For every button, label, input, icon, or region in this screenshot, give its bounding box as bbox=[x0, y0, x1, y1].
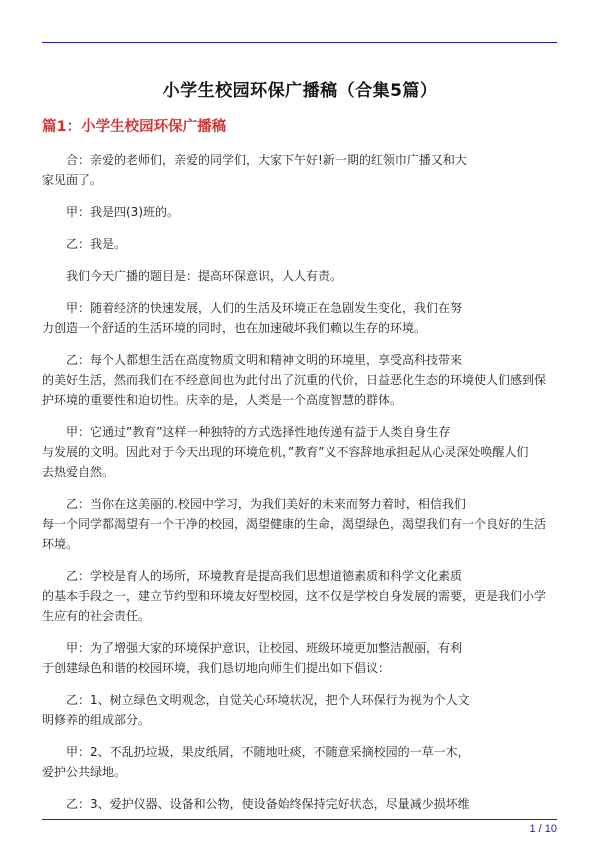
paragraph-line: 甲：它通过”教育”这样一种独特的方式选择性地传递有益于人类自身生存 bbox=[66, 425, 451, 439]
paragraph-line: 与发展的文明。因此对于今天出现的环境危机，”教育”义不容辞地承担起从心灵深处唤醒人们 bbox=[42, 445, 529, 459]
paragraph-line: 合：亲爱的老师们，亲爱的同学们，大家下午好!新一期的红领巾广播又和大 bbox=[66, 153, 467, 167]
body-paragraph bbox=[42, 566, 562, 626]
body-paragraph bbox=[42, 350, 562, 410]
paragraph-line: 明修养的组成部分。 bbox=[42, 713, 151, 727]
body-paragraph bbox=[42, 422, 562, 482]
paragraph-line: 我们今天广播的题目是：提高环保意识，人人有责。 bbox=[66, 269, 343, 283]
paragraph-line: 护环境的重要性和迫切性。庆幸的是，人类是一个高度智慧的群体。 bbox=[42, 393, 403, 407]
document-title: 小学生校园环保广播稿（合集5篇） bbox=[162, 81, 438, 101]
body-paragraph bbox=[42, 202, 562, 222]
paragraph-line: 每一个同学都渴望有一个干净的校园，渴望健康的生命，渴望绿色，渴望我们有一个良好的生活 bbox=[42, 517, 547, 531]
paragraph-line: 家见面了。 bbox=[42, 173, 103, 187]
paragraph-line: 乙：当你在这美丽的.校园中学习，为我们美好的未来而努力着时，相信我们 bbox=[66, 497, 466, 511]
paragraph-line: 环境。 bbox=[42, 537, 79, 551]
paragraph-line: 的基本手段之一，建立节约型和环境友好型校园，这不仅是学校自身发展的需要，更是我们小学 bbox=[42, 589, 547, 603]
paragraph-line: 的美好生活，然而我们在不经意间也为此付出了沉重的代价，日益恶化生态的环境使人们感到保 bbox=[42, 373, 547, 387]
body-paragraph bbox=[42, 266, 562, 286]
footer-rule bbox=[42, 819, 557, 820]
header-rule bbox=[42, 42, 557, 43]
paragraph-line: 乙：1、树立绿色文明观念，自觉关心环境状况，把个人环保行为视为个人文 bbox=[66, 693, 470, 707]
page-number: 1 / 10 bbox=[529, 823, 557, 835]
paragraph-line: 甲：我是四(3)班的。 bbox=[66, 205, 179, 219]
paragraph-line: 爱护公共绿地。 bbox=[42, 765, 127, 779]
paragraph-line: 乙：每个人都想生活在高度物质文明和精神文明的环境里，享受高科技带来 bbox=[66, 353, 463, 367]
paragraph-line: 乙：3、爱护仪器、设备和公物，使设备始终保持完好状态，尽量减少损坏维 bbox=[66, 797, 470, 811]
body-paragraph bbox=[42, 494, 562, 554]
body-paragraph bbox=[42, 150, 562, 190]
paragraph-line: 乙：我是。 bbox=[66, 237, 127, 251]
body-paragraph bbox=[42, 234, 562, 254]
body-paragraph bbox=[42, 794, 562, 814]
document-body bbox=[42, 150, 562, 826]
paragraph-line: 甲：为了增强大家的环境保护意识，让校园、班级环境更加整洁靓丽，有利 bbox=[66, 641, 463, 655]
paragraph-line: 力创造一个舒适的生活环境的同时，也在加速破坏我们赖以生存的环境。 bbox=[42, 321, 427, 335]
paragraph-line: 去热爱自然。 bbox=[42, 465, 115, 479]
paragraph-line: 生应有的社会责任。 bbox=[42, 609, 151, 623]
paragraph-line: 乙：学校是育人的场所，环境教育是提高我们思想道德素质和科学文化素质 bbox=[66, 569, 463, 583]
body-paragraph bbox=[42, 742, 562, 782]
section-heading: 篇1：小学生校园环保广播稿 bbox=[42, 119, 227, 135]
paragraph-line: 甲：随着经济的快速发展，人们的生活及环境正在急剧发生变化，我们在努 bbox=[66, 301, 463, 315]
paragraph-line: 于创建绿色和谐的校园环境，我们恳切地向师生们提出如下倡议： bbox=[42, 661, 391, 675]
body-paragraph bbox=[42, 298, 562, 338]
body-paragraph bbox=[42, 690, 562, 730]
paragraph-line: 甲：2、不乱扔垃圾，果皮纸屑，不随地吐痰，不随意采摘校园的一草一木， bbox=[66, 745, 470, 759]
body-paragraph bbox=[42, 638, 562, 678]
